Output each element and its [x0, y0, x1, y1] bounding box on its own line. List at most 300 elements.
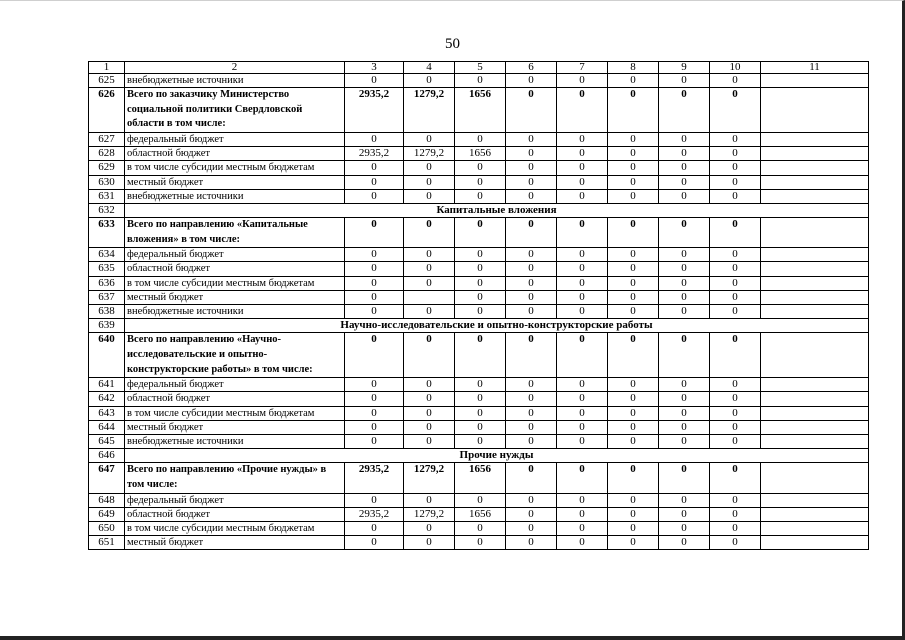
value-cell [761, 147, 869, 161]
value-cell: 0 [710, 262, 761, 276]
value-cell: 0 [710, 434, 761, 448]
value-cell [761, 420, 869, 434]
value-cell: 1656 [455, 88, 506, 133]
row-label: областной бюджет [125, 392, 345, 406]
value-cell: 0 [710, 161, 761, 175]
value-cell: 0 [608, 276, 659, 290]
value-cell: 0 [404, 132, 455, 146]
value-cell: 0 [557, 88, 608, 133]
value-cell: 0 [557, 147, 608, 161]
row-number: 626 [89, 88, 125, 133]
value-cell: 0 [557, 333, 608, 378]
value-cell: 0 [659, 493, 710, 507]
row-number: 642 [89, 392, 125, 406]
value-cell: 0 [404, 536, 455, 550]
row-label: в том числе субсидии местным бюджетам [125, 276, 345, 290]
value-cell: 0 [345, 175, 404, 189]
value-cell [761, 248, 869, 262]
value-cell: 0 [608, 74, 659, 88]
value-cell: 0 [345, 262, 404, 276]
value-cell: 0 [659, 463, 710, 493]
table-row [89, 521, 869, 535]
value-cell: 0 [608, 434, 659, 448]
value-cell: 1656 [455, 147, 506, 161]
value-cell [761, 276, 869, 290]
column-header: 5 [455, 62, 506, 74]
value-cell: 0 [659, 378, 710, 392]
value-cell: 0 [404, 406, 455, 420]
value-cell [761, 493, 869, 507]
value-cell: 0 [345, 248, 404, 262]
value-cell: 0 [345, 189, 404, 203]
value-cell: 0 [608, 406, 659, 420]
section-title: Капитальные вложения [125, 203, 869, 217]
row-number: 641 [89, 378, 125, 392]
value-cell: 0 [345, 218, 404, 248]
row-number: 630 [89, 175, 125, 189]
value-cell: 0 [557, 262, 608, 276]
value-cell: 0 [345, 161, 404, 175]
value-cell: 0 [659, 132, 710, 146]
value-cell: 0 [710, 290, 761, 304]
value-cell: 0 [455, 305, 506, 319]
value-cell: 0 [404, 276, 455, 290]
row-label: Всего по заказчику Министерство социальной политики Свердловской области в том числе: [125, 88, 345, 133]
value-cell: 0 [506, 262, 557, 276]
value-cell: 0 [659, 147, 710, 161]
table-row [89, 305, 869, 319]
row-number: 646 [89, 449, 125, 463]
value-cell: 0 [506, 463, 557, 493]
value-cell [761, 175, 869, 189]
value-cell: 0 [659, 290, 710, 304]
row-label: внебюджетные источники [125, 305, 345, 319]
value-cell: 0 [557, 378, 608, 392]
value-cell: 0 [455, 262, 506, 276]
value-cell [761, 189, 869, 203]
value-cell: 0 [455, 493, 506, 507]
value-cell: 0 [608, 147, 659, 161]
value-cell: 0 [345, 521, 404, 535]
value-cell: 0 [659, 88, 710, 133]
header-row [89, 62, 869, 74]
value-cell: 0 [455, 175, 506, 189]
row-label: в том числе субсидии местным бюджетам [125, 406, 345, 420]
value-cell: 0 [506, 493, 557, 507]
value-cell: 0 [557, 161, 608, 175]
value-cell [761, 507, 869, 521]
table-row [89, 262, 869, 276]
value-cell: 0 [404, 333, 455, 378]
table-row [89, 493, 869, 507]
row-number: 633 [89, 218, 125, 248]
value-cell: 0 [506, 248, 557, 262]
value-cell: 1656 [455, 463, 506, 493]
table-body [89, 74, 869, 550]
value-cell: 0 [557, 493, 608, 507]
value-cell: 0 [710, 276, 761, 290]
value-cell: 0 [710, 392, 761, 406]
row-label: местный бюджет [125, 290, 345, 304]
value-cell: 2935,2 [345, 507, 404, 521]
value-cell: 0 [404, 262, 455, 276]
value-cell [761, 392, 869, 406]
value-cell: 0 [506, 406, 557, 420]
value-cell: 0 [710, 521, 761, 535]
table-row [89, 434, 869, 448]
row-number: 635 [89, 262, 125, 276]
value-cell: 0 [455, 161, 506, 175]
value-cell: 0 [557, 536, 608, 550]
value-cell: 0 [608, 262, 659, 276]
value-cell: 0 [455, 74, 506, 88]
table-row [89, 507, 869, 521]
table-row [89, 248, 869, 262]
value-cell: 0 [710, 333, 761, 378]
value-cell: 0 [557, 392, 608, 406]
value-cell: 0 [506, 74, 557, 88]
value-cell: 0 [506, 521, 557, 535]
value-cell: 0 [557, 248, 608, 262]
value-cell: 0 [455, 218, 506, 248]
row-label: областной бюджет [125, 147, 345, 161]
table-row [89, 378, 869, 392]
value-cell: 0 [455, 392, 506, 406]
row-number: 651 [89, 536, 125, 550]
value-cell: 0 [404, 248, 455, 262]
value-cell [761, 378, 869, 392]
value-cell: 0 [710, 406, 761, 420]
value-cell: 0 [659, 420, 710, 434]
table-row [89, 420, 869, 434]
value-cell: 0 [608, 248, 659, 262]
value-cell: 0 [455, 406, 506, 420]
table-row [89, 536, 869, 550]
value-cell: 0 [608, 463, 659, 493]
column-header: 10 [710, 62, 761, 74]
value-cell: 0 [557, 290, 608, 304]
value-cell: 0 [557, 507, 608, 521]
column-header: 6 [506, 62, 557, 74]
total-row [89, 88, 869, 133]
row-label: местный бюджет [125, 536, 345, 550]
value-cell: 0 [455, 276, 506, 290]
value-cell: 0 [557, 420, 608, 434]
value-cell: 2935,2 [345, 463, 404, 493]
value-cell [761, 88, 869, 133]
value-cell: 0 [345, 406, 404, 420]
row-label: местный бюджет [125, 175, 345, 189]
table-row [89, 175, 869, 189]
value-cell: 0 [506, 392, 557, 406]
column-header: 7 [557, 62, 608, 74]
row-number: 643 [89, 406, 125, 420]
value-cell: 0 [557, 276, 608, 290]
value-cell [761, 521, 869, 535]
section-row [89, 449, 869, 463]
value-cell: 0 [557, 463, 608, 493]
column-header: 8 [608, 62, 659, 74]
value-cell: 0 [710, 147, 761, 161]
column-header: 2 [125, 62, 345, 74]
value-cell: 0 [608, 378, 659, 392]
value-cell: 1279,2 [404, 147, 455, 161]
value-cell: 0 [608, 507, 659, 521]
value-cell: 0 [608, 420, 659, 434]
value-cell: 0 [506, 189, 557, 203]
value-cell: 0 [557, 189, 608, 203]
value-cell: 0 [608, 161, 659, 175]
value-cell: 0 [710, 378, 761, 392]
section-title: Научно-исследовательские и опытно-конструкторские работы [125, 319, 869, 333]
row-label: федеральный бюджет [125, 132, 345, 146]
total-row [89, 218, 869, 248]
row-number: 632 [89, 203, 125, 217]
value-cell: 0 [345, 276, 404, 290]
value-cell: 0 [710, 493, 761, 507]
column-header: 3 [345, 62, 404, 74]
value-cell: 0 [506, 147, 557, 161]
value-cell: 0 [506, 218, 557, 248]
value-cell: 0 [404, 378, 455, 392]
column-header: 1 [89, 62, 125, 74]
value-cell: 0 [345, 392, 404, 406]
value-cell [761, 74, 869, 88]
value-cell: 0 [506, 333, 557, 378]
value-cell: 0 [659, 175, 710, 189]
value-cell: 0 [608, 88, 659, 133]
value-cell: 0 [455, 132, 506, 146]
value-cell: 0 [345, 74, 404, 88]
row-label: в том числе субсидии местным бюджетам [125, 521, 345, 535]
value-cell: 0 [557, 434, 608, 448]
value-cell: 0 [659, 276, 710, 290]
value-cell: 0 [659, 218, 710, 248]
value-cell [761, 262, 869, 276]
value-cell: 0 [659, 434, 710, 448]
value-cell: 0 [404, 175, 455, 189]
table-row [89, 290, 869, 304]
value-cell: 0 [710, 536, 761, 550]
value-cell: 0 [345, 493, 404, 507]
row-number: 637 [89, 290, 125, 304]
value-cell: 0 [455, 521, 506, 535]
value-cell: 0 [506, 434, 557, 448]
value-cell: 0 [506, 536, 557, 550]
value-cell: 0 [506, 420, 557, 434]
section-row [89, 203, 869, 217]
value-cell: 0 [506, 276, 557, 290]
value-cell: 0 [404, 161, 455, 175]
total-row [89, 463, 869, 493]
value-cell: 0 [345, 420, 404, 434]
value-cell: 0 [506, 175, 557, 189]
value-cell: 0 [659, 305, 710, 319]
value-cell: 0 [608, 536, 659, 550]
value-cell: 0 [608, 333, 659, 378]
value-cell: 0 [404, 305, 455, 319]
value-cell: 0 [404, 392, 455, 406]
column-header: 4 [404, 62, 455, 74]
value-cell: 0 [659, 248, 710, 262]
section-row [89, 319, 869, 333]
value-cell: 0 [608, 189, 659, 203]
row-label: федеральный бюджет [125, 493, 345, 507]
column-header: 9 [659, 62, 710, 74]
column-header: 11 [761, 62, 869, 74]
value-cell: 0 [659, 392, 710, 406]
value-cell [761, 333, 869, 378]
value-cell: 0 [404, 189, 455, 203]
row-number: 650 [89, 521, 125, 535]
value-cell: 0 [710, 218, 761, 248]
value-cell: 0 [404, 521, 455, 535]
row-number: 649 [89, 507, 125, 521]
value-cell: 0 [506, 132, 557, 146]
value-cell: 0 [557, 175, 608, 189]
table-row [89, 74, 869, 88]
row-label: Всего по направлению «Капитальные вложения» в том числе: [125, 218, 345, 248]
table-row [89, 132, 869, 146]
value-cell: 0 [345, 132, 404, 146]
value-cell: 0 [659, 189, 710, 203]
row-number: 648 [89, 493, 125, 507]
value-cell: 0 [659, 536, 710, 550]
value-cell: 0 [710, 88, 761, 133]
value-cell [761, 406, 869, 420]
value-cell: 0 [455, 378, 506, 392]
row-number: 644 [89, 420, 125, 434]
value-cell: 0 [608, 392, 659, 406]
value-cell: 0 [659, 406, 710, 420]
value-cell: 0 [345, 305, 404, 319]
value-cell: 2935,2 [345, 88, 404, 133]
value-cell: 0 [455, 248, 506, 262]
value-cell: 0 [455, 333, 506, 378]
value-cell [404, 290, 455, 304]
value-cell [761, 536, 869, 550]
row-number: 636 [89, 276, 125, 290]
value-cell: 0 [506, 88, 557, 133]
value-cell: 0 [557, 406, 608, 420]
value-cell: 0 [557, 218, 608, 248]
value-cell: 0 [404, 420, 455, 434]
row-label: федеральный бюджет [125, 378, 345, 392]
row-label: местный бюджет [125, 420, 345, 434]
value-cell: 0 [710, 132, 761, 146]
value-cell: 0 [506, 378, 557, 392]
table-row [89, 406, 869, 420]
row-label: внебюджетные источники [125, 189, 345, 203]
value-cell: 0 [557, 521, 608, 535]
value-cell: 0 [557, 305, 608, 319]
row-label: внебюджетные источники [125, 74, 345, 88]
row-number: 628 [89, 147, 125, 161]
row-label: областной бюджет [125, 507, 345, 521]
value-cell [761, 463, 869, 493]
row-number: 625 [89, 74, 125, 88]
value-cell: 0 [345, 536, 404, 550]
value-cell: 0 [659, 161, 710, 175]
value-cell [761, 434, 869, 448]
total-row [89, 333, 869, 378]
value-cell: 0 [506, 161, 557, 175]
value-cell: 0 [345, 290, 404, 304]
value-cell [761, 132, 869, 146]
value-cell: 0 [404, 434, 455, 448]
table-row [89, 189, 869, 203]
table-row [89, 276, 869, 290]
row-label: федеральный бюджет [125, 248, 345, 262]
value-cell: 0 [710, 175, 761, 189]
value-cell: 0 [608, 175, 659, 189]
value-cell: 0 [659, 507, 710, 521]
row-number: 631 [89, 189, 125, 203]
value-cell: 0 [659, 262, 710, 276]
row-label: Всего по направлению «Научно-исследовательские и опытно-конструкторские работы» в том числе: [125, 333, 345, 378]
value-cell: 0 [506, 290, 557, 304]
value-cell: 0 [710, 507, 761, 521]
value-cell: 0 [404, 493, 455, 507]
table-row [89, 161, 869, 175]
value-cell: 0 [608, 132, 659, 146]
value-cell: 0 [455, 290, 506, 304]
value-cell: 0 [710, 248, 761, 262]
row-number: 629 [89, 161, 125, 175]
value-cell: 0 [710, 420, 761, 434]
row-number: 647 [89, 463, 125, 493]
row-number: 645 [89, 434, 125, 448]
row-label: в том числе субсидии местным бюджетам [125, 161, 345, 175]
value-cell [761, 218, 869, 248]
section-title: Прочие нужды [125, 449, 869, 463]
value-cell: 2935,2 [345, 147, 404, 161]
value-cell: 0 [659, 521, 710, 535]
value-cell: 0 [659, 74, 710, 88]
row-number: 634 [89, 248, 125, 262]
row-number: 640 [89, 333, 125, 378]
value-cell: 0 [608, 305, 659, 319]
value-cell: 0 [506, 507, 557, 521]
value-cell: 0 [345, 434, 404, 448]
value-cell: 0 [345, 378, 404, 392]
value-cell: 0 [608, 521, 659, 535]
page-number: 50 [445, 36, 460, 52]
value-cell: 0 [608, 290, 659, 304]
value-cell: 0 [608, 218, 659, 248]
value-cell: 0 [659, 333, 710, 378]
value-cell: 0 [404, 218, 455, 248]
budget-table [88, 61, 869, 550]
value-cell: 0 [455, 189, 506, 203]
value-cell [761, 305, 869, 319]
value-cell [761, 161, 869, 175]
value-cell: 0 [710, 74, 761, 88]
value-cell: 0 [710, 463, 761, 493]
row-number: 639 [89, 319, 125, 333]
value-cell: 0 [455, 434, 506, 448]
value-cell: 1656 [455, 507, 506, 521]
value-cell [761, 290, 869, 304]
value-cell: 0 [455, 536, 506, 550]
value-cell: 0 [710, 305, 761, 319]
table-row [89, 392, 869, 406]
value-cell: 0 [455, 420, 506, 434]
value-cell: 0 [608, 493, 659, 507]
row-number: 627 [89, 132, 125, 146]
value-cell: 1279,2 [404, 507, 455, 521]
value-cell: 0 [506, 305, 557, 319]
